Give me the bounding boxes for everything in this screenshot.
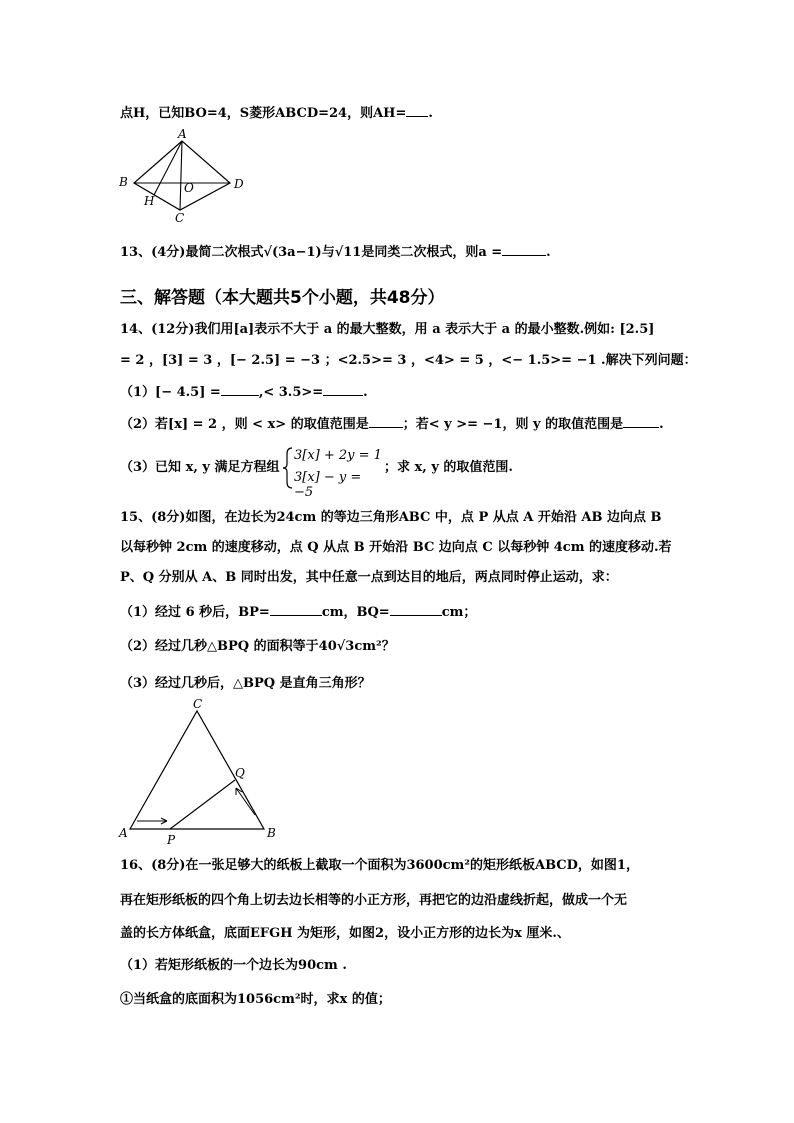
problem-15-part3: （3）经过几秒后，△BPQ 是直角三角形？ (120, 676, 371, 691)
problem-15-line2: 以每秒钟 2cm 的速度移动，点 Q 从点 B 开始沿 BC 边向点 C 以每秒钟 4cm 的速度移动.若 (120, 540, 672, 555)
answer-blank (406, 104, 428, 117)
answer-blank (390, 603, 442, 616)
answer-blank (502, 243, 546, 256)
rhombus-figure (112, 128, 252, 224)
diagonal-ac (180, 141, 182, 210)
problem-16-part1-sub1: ①当纸盒的底面积为1056cm²时，求x 的值； (120, 992, 391, 1007)
problem-14-part3-prefix: （3）已知 x, y 满足方程组 (120, 460, 280, 475)
label-c: C (175, 211, 185, 224)
problem-14-part3-suffix: ；求 x, y 的取值范围. (384, 460, 513, 475)
problem-15-part2: （2）经过几秒△BPQ 的面积等于40√3cm²？ (120, 639, 395, 654)
label-o: O (184, 181, 194, 195)
segment-pq (170, 780, 235, 829)
section-heading: 三、解答题（本大题共5个小题，共48分） (120, 288, 445, 308)
equation-system (282, 446, 382, 500)
problem-13: 13、(4分)最简二次根式√(3a−1)与√11是同类二次根式，则a = . (120, 245, 551, 260)
altitude-ah (154, 141, 182, 195)
problem-12-tail: 点H，已知BO=4，S菱形ABCD=24，则AH= . (120, 106, 433, 121)
problem-15-part1: （1）经过 6 秒后，BP= cm，BQ= cm； (120, 605, 477, 620)
label-a: A (178, 128, 187, 141)
problem-14-line2: = 2 ，[3] = 3 ，[− 2.5] = −3 ；<2.5>= 3 ，<4> = 5 ，<− 1.5>= −1 .解决下列问题： (120, 353, 697, 368)
problem-14-part1: （1）[− 4.5] = ,< 3.5>= . (120, 385, 368, 400)
problem-16-line2: 再在矩形纸板的四个角上切去边长相等的小正方形，再把它的边沿虚线折起，做成一个无 (120, 893, 628, 908)
equation-2: 3[x] − y = −5 (294, 470, 362, 500)
answer-blank (221, 383, 259, 396)
label-b: B (267, 826, 276, 840)
problem-14-part2: （2）若[x] = 2 ，则 < x> 的取值范围是 ；若< y >= −1，则 y 的取值范围是 . (120, 417, 664, 432)
answer-blank (270, 603, 322, 616)
problem-16-part1: （1）若矩形纸板的一个边长为90cm . (120, 958, 347, 973)
equation-1: 3[x] + 2y = 1 (294, 448, 382, 463)
answer-blank (323, 383, 363, 396)
label-b: B (119, 175, 128, 189)
label-d: D (234, 177, 244, 191)
label-q: Q (235, 766, 245, 780)
problem-16-line3: 盖的长方体纸盒，底面EFGH 为矩形，如图2，设小正方形的边长为x 厘米.、 (120, 926, 570, 941)
problem-16-line1: 16、(8分)在一张足够大的纸板上截取一个面积为3600cm²的矩形纸板ABCD，如图1， (120, 858, 639, 873)
problem-14-line1: 14、(12分)我们用[a]表示不大于 a 的最大整数，用 a 表示大于 a 的最小整数.例如: [2.5] (120, 322, 655, 337)
problem-12-text: 点H，已知BO=4，S菱形ABCD=24，则AH= (120, 106, 407, 121)
brace-icon (282, 446, 294, 490)
problem-15-line1: 15、(8分)如图，在边长为24cm 的等边三角形ABC 中，点 P 从点 A 开始沿 AB 边向点 B (120, 510, 662, 525)
problem-15-line3: P、Q 分别从 A、B 同时出发，其中任意一点到达目的地后，两点同时停止运动，求： (120, 570, 618, 585)
answer-blank (623, 415, 659, 428)
label-h: H (144, 194, 155, 208)
label-a: A (119, 826, 128, 840)
answer-blank (369, 415, 403, 428)
label-c: C (193, 697, 203, 711)
label-p: P (167, 833, 176, 847)
arrow-bq (236, 788, 255, 815)
triangle-figure (115, 697, 285, 849)
